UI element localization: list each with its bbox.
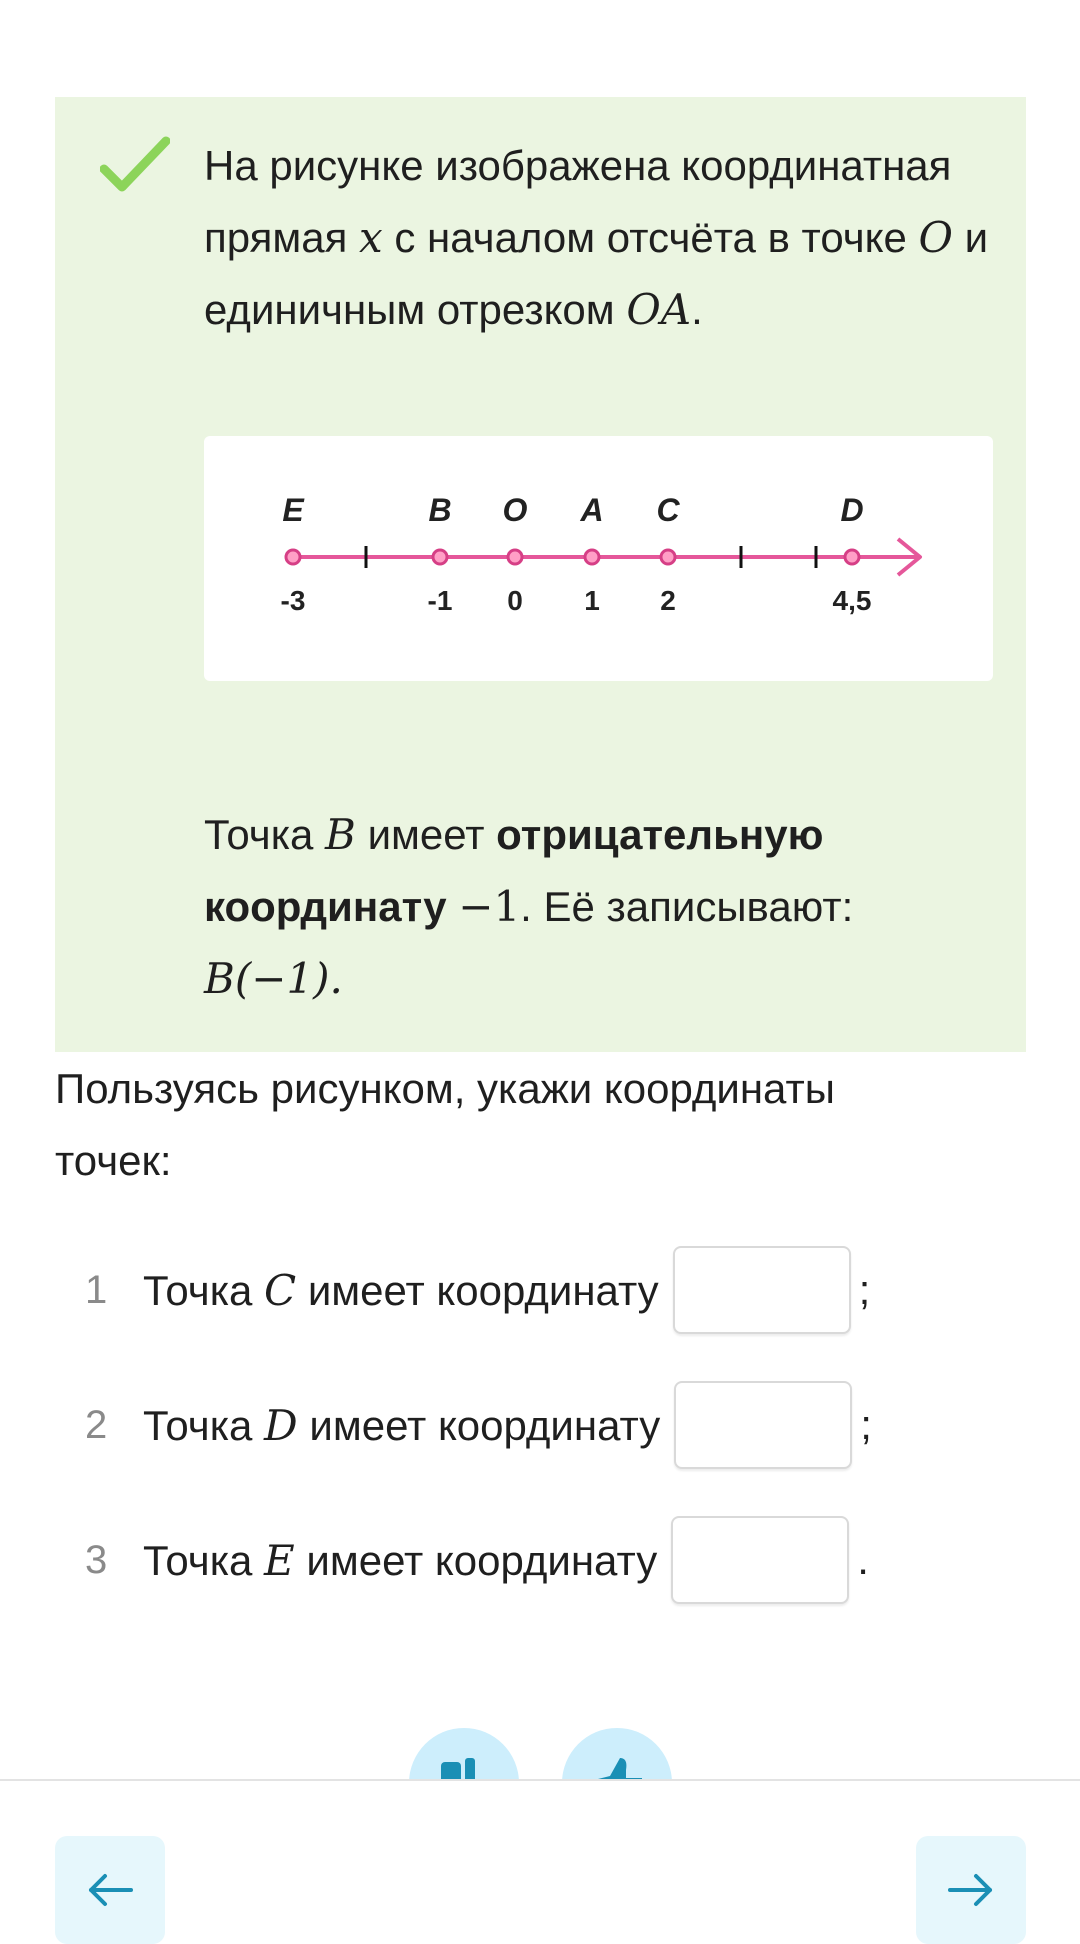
point-value-a: 1: [584, 585, 600, 616]
point-label-a: A: [580, 492, 604, 528]
task-row-2: [85, 1380, 872, 1470]
var-oa: OA: [626, 285, 692, 334]
note-text: Точка B имеет отрицательную координату −1. Её записывают: B(−1).: [204, 810, 854, 1003]
task-text: Точка D имеет координату: [143, 1400, 661, 1450]
task-punct: ;: [858, 1266, 871, 1313]
point-label-d: D: [840, 492, 864, 528]
answer-input-e[interactable]: [671, 1516, 849, 1604]
point-value-e: -3: [280, 585, 306, 616]
point-o: [508, 550, 522, 564]
arrow-right-icon: [946, 1870, 996, 1910]
task-number: 2: [85, 1402, 108, 1447]
point-d: [845, 550, 859, 564]
point-value-c: 2: [660, 585, 676, 616]
number-line-figure: [204, 436, 993, 681]
note-value: −1: [458, 882, 521, 931]
task-text: Точка C имеет координату: [143, 1265, 659, 1315]
point-label-e: E: [282, 492, 304, 528]
point-c: [661, 550, 675, 564]
point-label-c: C: [656, 492, 680, 528]
instruction-text: Пользуясь рисунком, укажи координаты точек:: [55, 1065, 835, 1184]
note-formula: B(−1).: [204, 954, 343, 1003]
task-punct: ;: [860, 1401, 872, 1448]
var-x: x: [359, 213, 383, 262]
point-a: [585, 550, 599, 564]
point-value-d: 4,5: [832, 585, 872, 616]
checkmark-icon: [100, 135, 170, 195]
answer-input-c[interactable]: [673, 1246, 851, 1334]
point-value-b: -1: [427, 585, 453, 616]
theory-text: На рисунке изображена координатная прямая x с началом отсчёта в точке O и единичным отрезком OA.: [204, 142, 989, 334]
task-punct: .: [857, 1536, 869, 1583]
number-line: [204, 436, 993, 681]
point-label-o: O: [502, 492, 528, 528]
task-number: 3: [85, 1537, 108, 1582]
point-label-b: B: [428, 492, 452, 528]
var-o: O: [918, 213, 953, 262]
task-row-3: [85, 1515, 869, 1605]
point-e: [286, 550, 300, 564]
task-text: Точка E имеет координату: [143, 1535, 658, 1585]
answer-input-d[interactable]: [674, 1381, 852, 1469]
next-button[interactable]: [916, 1836, 1026, 1944]
task-number: 1: [85, 1267, 108, 1312]
var-b: B: [325, 810, 356, 859]
arrow-left-icon: [85, 1870, 135, 1910]
point-value-o: 0: [507, 585, 523, 616]
back-button[interactable]: [55, 1836, 165, 1944]
task-row-1: [85, 1245, 870, 1335]
bottom-divider: [0, 1779, 1080, 1781]
note-bold: отрицательную координату: [204, 811, 824, 930]
point-b: [433, 550, 447, 564]
